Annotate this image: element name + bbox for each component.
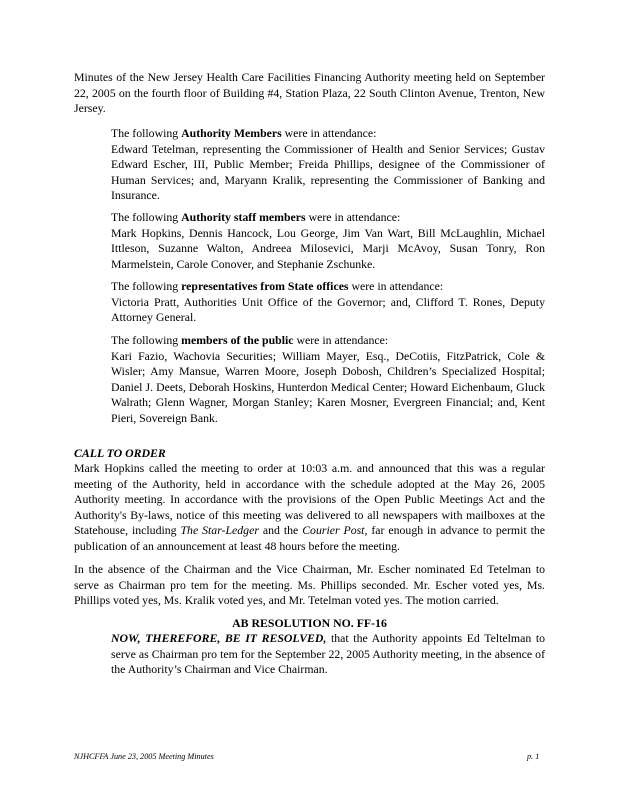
resolution-title: AB RESOLUTION NO. FF-16 bbox=[232, 616, 387, 630]
state-bold: representatives from State offices bbox=[181, 279, 349, 293]
state-offices-block bbox=[111, 279, 545, 326]
footer-document-title: NJHCFFA June 23, 2005 Meeting Minutes bbox=[74, 752, 214, 761]
call-to-order-heading: CALL TO ORDER bbox=[74, 446, 166, 460]
call-to-order-paragraph bbox=[74, 461, 545, 555]
members-tail: were in attendance: bbox=[281, 126, 377, 140]
staff-lead: The following bbox=[111, 210, 182, 224]
public-list: Kari Fazio, Wachovia Securities; William Mayer, Esq., DeCotiis, FitzPatrick, Cole & Wisler; Amy Mansue, Warren Moore, Joseph Dobosh, Children’s Specialized Hospital; Daniel J. Deets, Deborah Hoskins, Hunterdon Medical Center; Howard Eichenbaum, Gluck Walrath; Glenn Wagner, Morgan Stanley; Karen Mosner, Evergreen Financial; and, Kent Pieri, Sovereign Bank. bbox=[111, 348, 545, 425]
call-to-order-and: and the bbox=[258, 523, 303, 538]
intro-paragraph: Minutes of the New Jersey Health Care Facilities Financing Authority meeting held on September 22, 2005 on the fourth floor of Building #4, Station Plaza, 22 South Clinton Avenue, Trenton, New Jersey. bbox=[74, 70, 545, 116]
staff-tail: were in attendance: bbox=[305, 210, 401, 224]
state-tail: were in attendance: bbox=[348, 279, 444, 293]
authority-members-block bbox=[111, 126, 545, 204]
call-to-order-text-a: Mark Hopkins called the meeting to order at 10:03 a.m. and announced that this was a regular meeting of the Authority, held in accordance with the schedule adopted at the May 26, 2005 Authority meeting. In accordance with the provisions of the Open Public Meetings Act and the Authority's By-laws, notice of this meeting was delivered to all newspapers with mailboxes at the Statehouse, including bbox=[74, 461, 545, 538]
newspaper-star-ledger: The Star-Ledger bbox=[180, 523, 259, 538]
public-tail: were in attendance: bbox=[293, 333, 389, 347]
newspaper-courier-post: Courier Post, bbox=[302, 523, 368, 538]
chairman-pro-tem-paragraph: In the absence of the Chairman and the Vice Chairman, Mr. Escher nominated Ed Tetelman to serve as Chairman pro tem for the meeting. Ms. Phillips seconded. Mr. Escher voted yes, Ms. Phillips voted yes, Ms. Kralik voted yes, and Mr. Tetelman voted yes. The motion carried. bbox=[74, 562, 545, 608]
members-bold: Authority Members bbox=[181, 126, 282, 140]
staff-bold: Authority staff members bbox=[181, 210, 306, 224]
resolution-lead: NOW, THEREFORE, BE IT RESOLVED, bbox=[111, 631, 327, 645]
staff-list: Mark Hopkins, Dennis Hancock, Lou George, Jim Van Wart, Bill McLaughlin, Michael Ittleson, Suzanne Walton, Andreea Milosevici, Marji McAvoy, Susan Tonry, Ron Marmelstein, Carole Conover, and Stephanie Zschunke. bbox=[111, 225, 545, 271]
call-to-order-text-b: far enough in advance to permit the publication of an announcement at least 48 hours before the meeting. bbox=[74, 523, 545, 553]
footer-page-number: p. 1 bbox=[527, 752, 540, 761]
staff-members-block bbox=[111, 210, 545, 272]
public-bold: members of the public bbox=[181, 333, 294, 347]
state-list: Victoria Pratt, Authorities Unit Office of the Governor; and, Clifford T. Rones, Deputy Attorney General. bbox=[111, 294, 545, 325]
state-lead: The following bbox=[111, 279, 182, 293]
resolution-body: that the Authority appoints Ed Teltelman to serve as Chairman pro tem for the September 22, 2005 Authority meeting, in the absence of the Authority’s Chairman and Vice Chairman. bbox=[111, 631, 545, 677]
public-lead: The following bbox=[111, 333, 182, 347]
public-members-block bbox=[111, 333, 545, 427]
resolution-paragraph bbox=[111, 631, 545, 678]
members-lead: The following bbox=[111, 126, 182, 140]
members-list: Edward Tetelman, representing the Commissioner of Health and Senior Services; Gustav Edward Escher, III, Public Member; Freida Phillips, designee of the Commissioner of Human Services; and, Maryann Kralik, representing the Commissioner of Banking and Insurance. bbox=[111, 141, 545, 203]
